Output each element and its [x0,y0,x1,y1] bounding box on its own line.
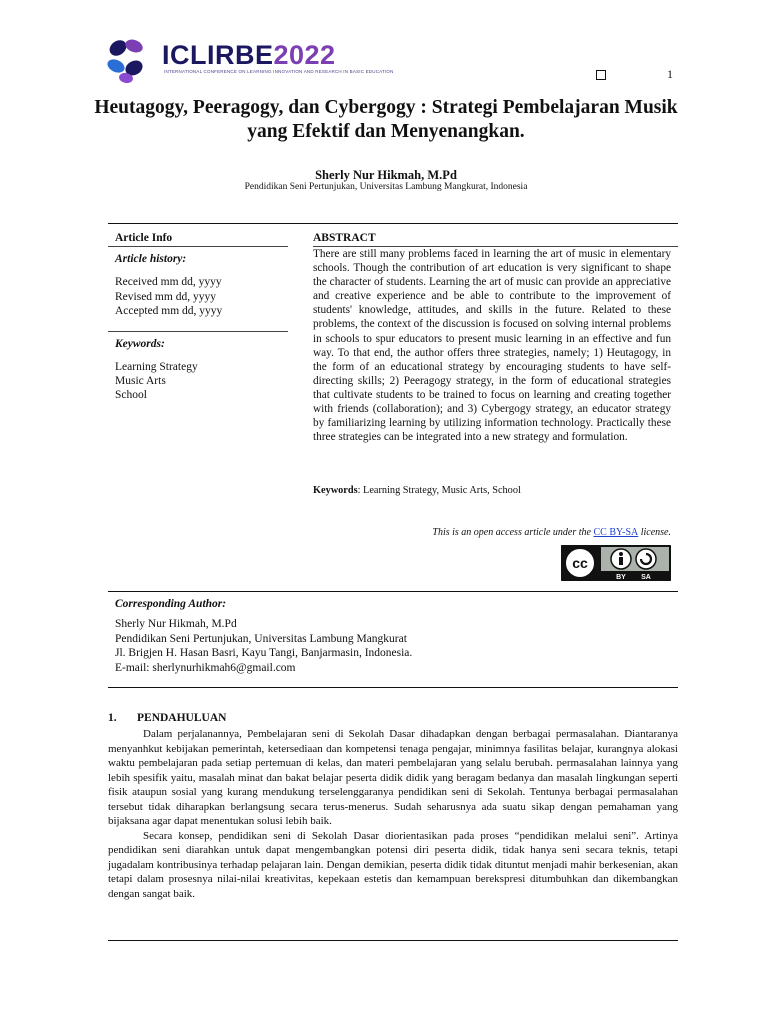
cc-by-sa-badge-icon [561,545,671,581]
cc-sa-label: SA [641,574,651,581]
square-icon [596,70,606,80]
keyword-item: Music Arts [115,375,166,387]
accepted-date: Accepted mm dd, yyyy [115,305,223,317]
abstract-keywords-text: : Learning Strategy, Music Arts, School [357,485,521,496]
page-number: 1 [667,67,673,81]
abstract-body: There are still many problems faced in learning the art of music in elementary schools. Though the contribution of art education is very significant to shape the character of students. Learning the art of music can provide an appreciative and creative experience and be able to contribute to the improvement of students' knowledge, attitudes, and skills in the future. Related to these problems, the context of the discussion is focused on solving internal problems in schools to spur educators to present music learning in an effective and fun way. To that end, the author offers three strategies, namely; 1) Heutagogy, in the form of an educational strategy by encouraging students to have self-directing skills; 2) Peeragogy strategy, in the form of educational strategies that cultivate students to be trained to focus on learning and creating together with friends (collaboration); and 3) Cybergogy strategy, an educator strategy by familiarizing learning by utilizing information technology. Practically these three strategies can be integrated into a new strategy and formulation. [313,248,671,444]
article-history-heading: Article history: [115,253,187,265]
paper-title: Heutagogy, Peeragogy, dan Cybergogy : Strategi Pembelajaran Musik yang Efektif dan Menyenangkan. [94,97,678,142]
open-access-notice: This is an open access article under the CC BY-SA license. [432,527,671,538]
keywords-heading: Keywords: [115,338,165,350]
logo-subtitle: INTERNATIONAL CONFERENCE ON LEARNING INNOVATION AND RESEARCH IN BASIC EDUCATION [164,69,394,74]
section-title: PENDAHULUAN [137,712,227,724]
body-paragraph: Secara konsep, pendidikan seni di Sekolah Dasar diorientasikan pada proses “pendidikan melalui seni”. Artinya pendidikan seni diarahkan untuk dapat mengembangkan potensi diri peserta didik, tidak hanya seni secara teknis, tetapi jugadalam kontribusinya terhadap pelajaran lain. Dengan demikian, peserta didik tidak dituntut menjadi mahir berkesenian, akan tetapi dalam prosesnya nilai-nilai kreativitas, kepekaan estetis dan kemampuan berekspresi ditumbuhkan dan dikembangkan dengan sangat baik. [108,829,678,900]
divider [108,331,288,332]
corresponding-author-details [115,617,412,675]
section-number: 1. [108,712,117,724]
svg-text:cc: cc [572,555,588,571]
article-history [115,275,222,319]
keywords-list [115,360,198,402]
divider [108,591,678,592]
keyword-item: School [115,389,147,401]
corresponding-affiliation: Pendidikan Seni Pertunjukan, Universitas Lambung Mangkurat [115,632,407,645]
abstract-keywords [313,485,521,496]
article-info-heading: Article Info [115,232,173,244]
abstract-keywords-label: Keywords [313,485,358,496]
corresponding-email: E-mail: sherlynurhikmah6@gmail.com [115,661,296,674]
divider [108,940,678,941]
cc-by-label: BY [616,574,626,581]
corresponding-name: Sherly Nur Hikmah, M.Pd [115,618,237,630]
body-paragraph: Dalam perjalanannya, Pembelajaran seni di Sekolah Dasar dihadapkan dengan berbagai permasalahan. Diantaranya menyanhkut kebijakan pemerintah, ketersediaan dan kompetensi tenaga pengajar, minimnya fasilitas belajar, kurangnya alokasi waktu pembelajaran pada setiap pertemuan di kelas, dan materi pembelajaran yang selalu berubah. permasalahan lainnya yang lebih spesifik yaitu, masalah minat dan bakat belajar peserta didik didik yang beragam bedanya dan masalah lingkungan seperti fisik ataupun sosial yang kurang mendukung terselenggaranya pendidikan seni di Sekolah. Tentunya berbagai permasalahan tersebut tidak diharapkan berlangsung secara terus-menerus. Sudah seharusnya ada suatu sikap dengan pemahaman yang bijaksana agar dapat menentukan solusi lebih baik. [108,728,678,827]
corresponding-address: Jl. Brigjen H. Hasan Basri, Kayu Tangi, Banjarmasin, Indonesia. [115,647,413,660]
divider [108,687,678,688]
author-affiliation: Pendidikan Seni Pertunjukan, Universitas Lambung Mangkurat, Indonesia [244,182,528,192]
divider [108,246,288,247]
received-date: Received mm dd, yyyy [115,276,222,288]
keyword-item: Learning Strategy [115,361,198,373]
logo-wordmark: ICLIRBE2022 [162,40,336,70]
cc-by-sa-link[interactable]: CC BY-SA [593,527,639,538]
section-body [108,727,678,901]
revised-date: Revised mm dd, yyyy [115,290,216,303]
corresponding-author-heading: Corresponding Author: [115,598,227,610]
logo-flower-icon [105,37,145,84]
author-name: Sherly Nur Hikmah, M.Pd [315,168,457,182]
divider [108,223,678,224]
abstract-heading: ABSTRACT [313,232,376,244]
